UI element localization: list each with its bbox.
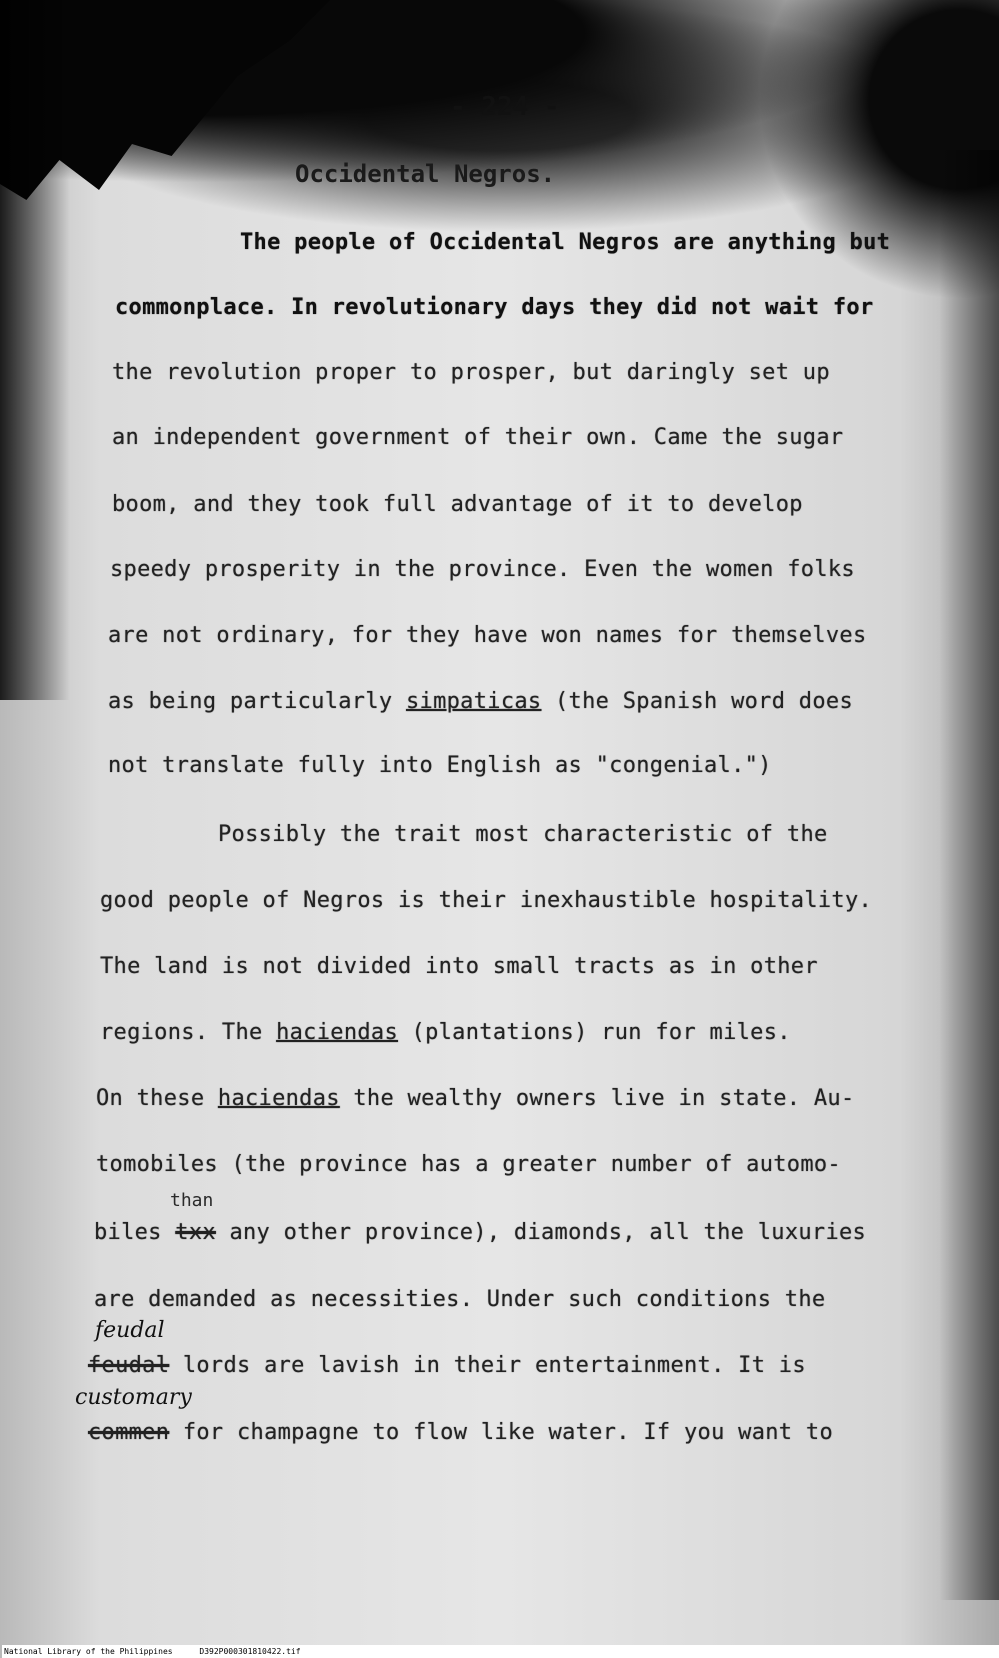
text-line: speedy prosperity in the province. Even the women folks	[110, 557, 855, 582]
text-line: Possibly the trait most characteristic of the	[218, 822, 828, 847]
text-line: are not ordinary, for they have won names for themselves	[108, 623, 867, 648]
underlined-word: haciendas	[276, 1020, 398, 1045]
typed-insertion: than	[170, 1190, 214, 1211]
text-line: feudal lords are lavish in their entertainment. It is	[88, 1353, 806, 1378]
text-line: biles txx any other province), diamonds, all the luxuries	[94, 1220, 867, 1245]
text-line: commonplace. In revolutionary days they did not wait for	[115, 295, 874, 320]
text-line: are demanded as necessities. Under such conditions the	[94, 1287, 826, 1312]
struck-word: commen	[88, 1420, 170, 1445]
text-line: not translate fully into English as "congenial.")	[108, 753, 772, 778]
handwritten-correction: customary	[75, 1385, 192, 1410]
struck-word: txx	[175, 1220, 216, 1245]
section-heading: Occidental Negros.	[295, 160, 556, 188]
text-line: tomobiles (the province has a greater number of automo-	[96, 1152, 841, 1177]
library-name: National Library of the Philippines	[4, 1647, 173, 1656]
text-line: The land is not divided into small tracts as in other	[100, 954, 818, 979]
underlined-word: haciendas	[217, 1086, 340, 1111]
text-line: as being particularly simpaticas (the Spanish word does	[108, 689, 853, 714]
text-line: regions. The haciendas (plantations) run for miles.	[100, 1020, 791, 1045]
text-line: an independent government of their own. Came the sugar	[112, 425, 844, 450]
struck-word: feudal	[88, 1353, 170, 1378]
text-line: good people of Negros is their inexhaustible hospitality.	[100, 888, 873, 913]
file-id: D392P000301810422.tif	[199, 1647, 301, 1656]
text-line: On these haciendas the wealthy owners live in state. Au-	[96, 1086, 855, 1111]
handwritten-correction: feudal	[95, 1318, 165, 1343]
text-line: The people of Occidental Negros are anything but	[240, 230, 891, 255]
scan-shadow-right	[939, 150, 999, 1600]
text-line: boom, and they took full advantage of it to develop	[112, 492, 803, 517]
underlined-word: simpaticas	[406, 689, 542, 714]
scan-footer	[2, 1645, 999, 1658]
page-number: - 224 -	[450, 92, 560, 122]
text-line: commen for champagne to flow like water. If you want to	[88, 1420, 833, 1445]
text-line: the revolution proper to prosper, but daringly set up	[112, 360, 830, 385]
scan-shadow-left	[0, 0, 70, 700]
